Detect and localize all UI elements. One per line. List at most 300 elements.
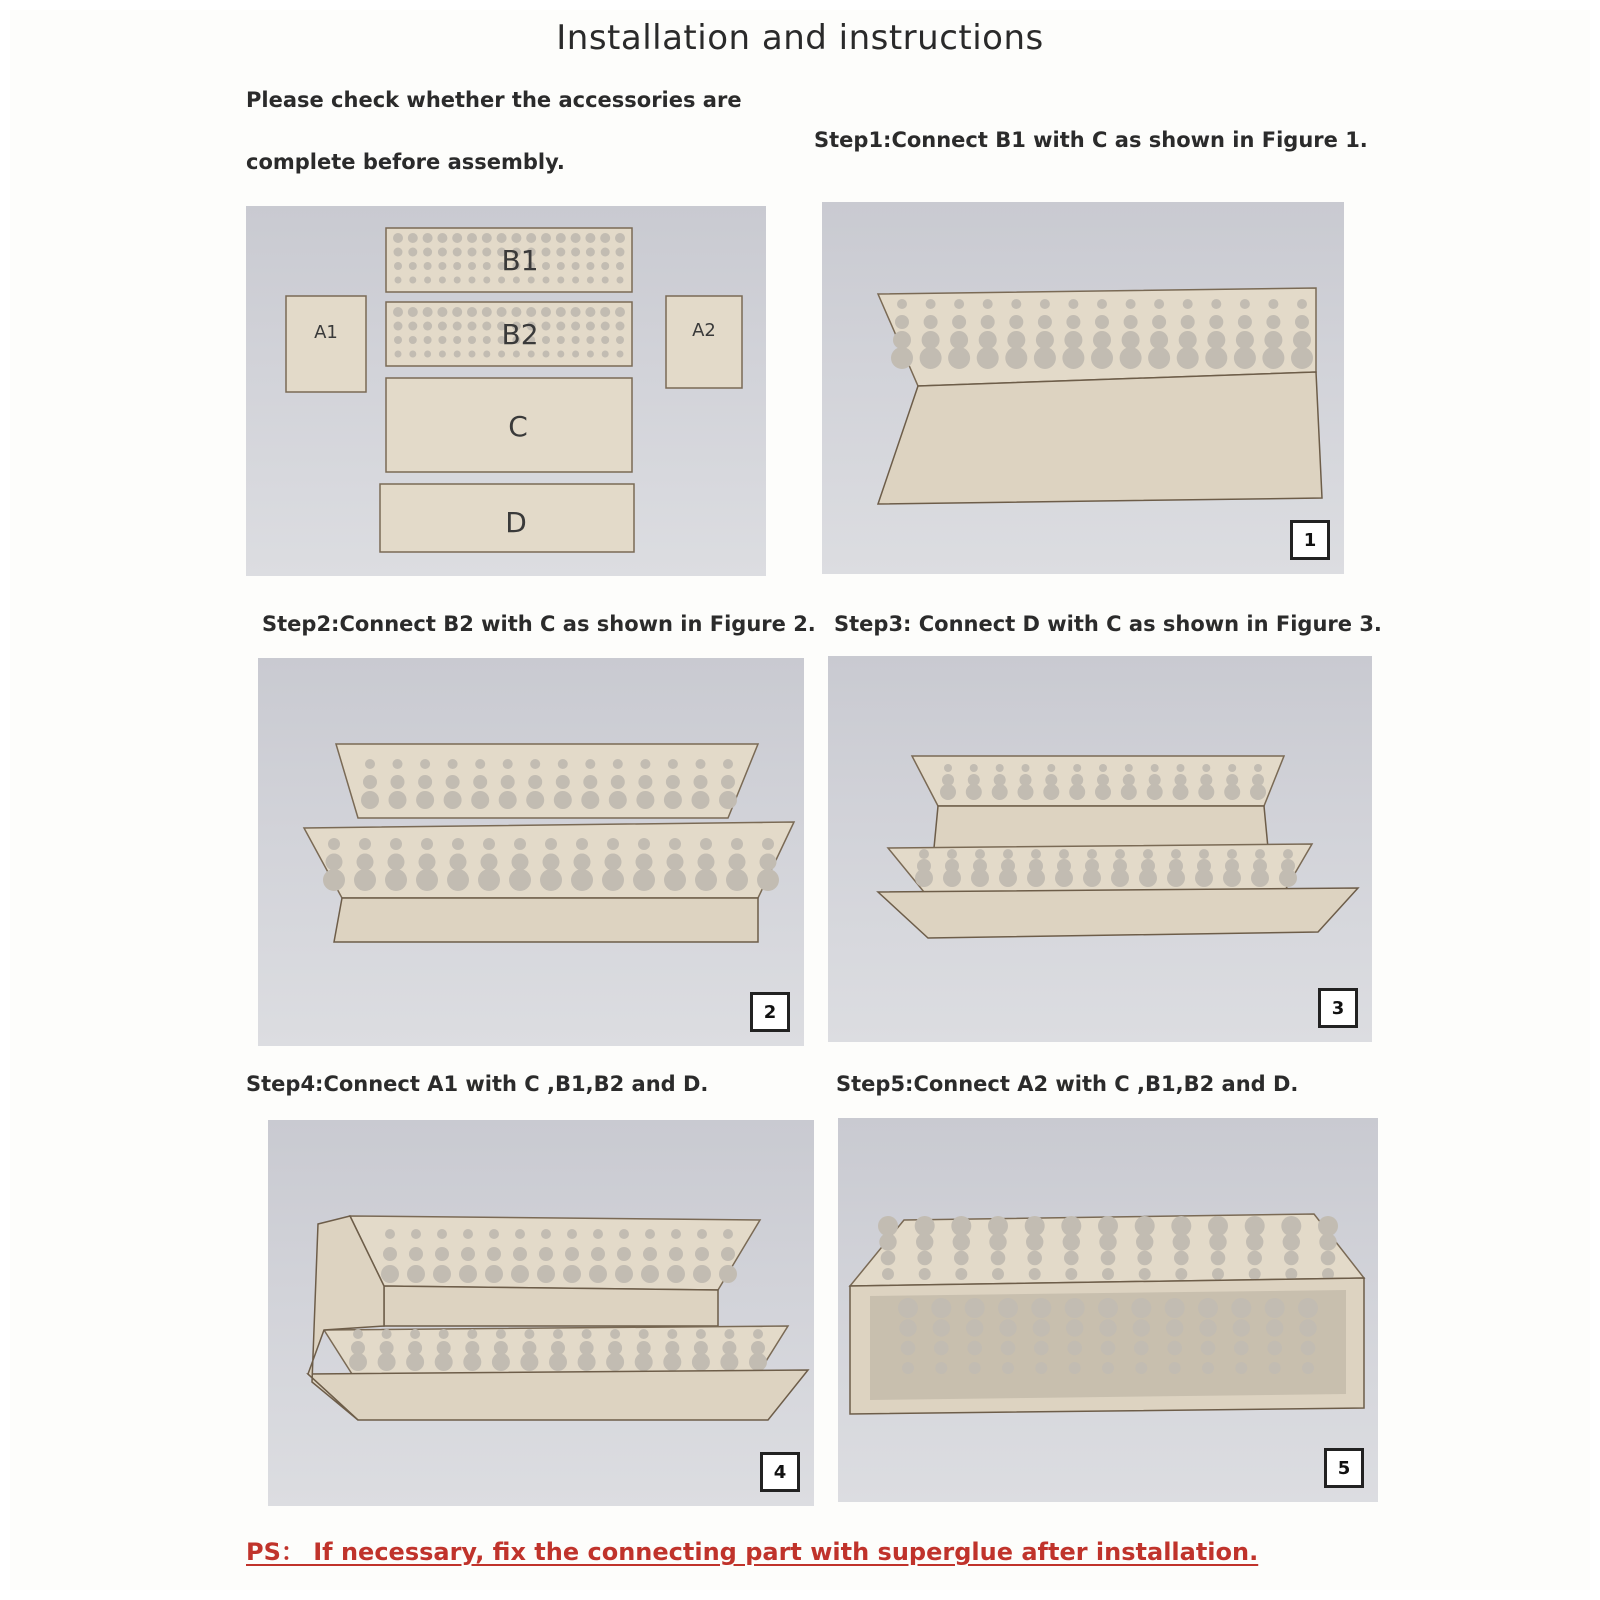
board-hole xyxy=(1026,1233,1043,1250)
step-3-text: Step3: Connect D with C as shown in Figure 3. xyxy=(834,612,1382,636)
board-hole xyxy=(901,1341,916,1356)
board-hole xyxy=(1301,1341,1316,1356)
board-hole xyxy=(467,307,477,317)
board-hole xyxy=(580,1341,594,1355)
board-hole xyxy=(394,262,402,270)
board-hole xyxy=(1252,774,1264,786)
board-hole xyxy=(409,277,416,284)
board-hole xyxy=(543,277,550,284)
board-hole xyxy=(695,1247,709,1261)
board-hole xyxy=(541,307,551,317)
board-hole xyxy=(1181,315,1195,329)
board-hole xyxy=(954,1251,969,1266)
board-hole xyxy=(382,1329,392,1339)
board-hole xyxy=(1165,1298,1185,1318)
board-hole xyxy=(395,351,402,358)
board-hole xyxy=(920,347,942,369)
board-hole xyxy=(1143,849,1153,859)
board-hole xyxy=(1011,299,1021,309)
board-hole xyxy=(511,233,521,243)
board-hole xyxy=(1124,315,1138,329)
board-hole xyxy=(931,1298,951,1318)
board-hole xyxy=(411,1229,421,1239)
board-hole xyxy=(416,869,438,891)
board-hole xyxy=(454,277,461,284)
board-hole xyxy=(1268,299,1278,309)
part-label-a1: A1 xyxy=(314,322,338,343)
board-hole xyxy=(526,307,536,317)
board-hole xyxy=(989,1233,1006,1250)
board-hole xyxy=(469,277,476,284)
board-hole xyxy=(437,307,447,317)
board-hole xyxy=(503,759,513,769)
board-hole xyxy=(719,1265,737,1283)
board-hole xyxy=(664,791,682,809)
board-hole xyxy=(423,307,433,317)
board-hole xyxy=(1121,784,1137,800)
board-hole xyxy=(395,277,402,284)
board-hole xyxy=(438,336,446,344)
board-hole xyxy=(1148,347,1170,369)
board-hole xyxy=(760,854,777,871)
board-hole xyxy=(1238,315,1252,329)
figure-4-c-panel xyxy=(384,1286,718,1326)
board-hole xyxy=(1208,1216,1228,1236)
board-hole xyxy=(665,1341,679,1355)
board-hole xyxy=(571,248,580,257)
board-hole xyxy=(1295,315,1309,329)
board-hole xyxy=(468,336,476,344)
board-hole xyxy=(526,233,536,243)
board-hole xyxy=(409,351,416,358)
board-hole xyxy=(1234,1341,1249,1356)
board-hole xyxy=(617,351,624,358)
board-hole xyxy=(1101,1251,1116,1266)
board-hole xyxy=(553,1329,563,1339)
board-hole xyxy=(1067,1341,1082,1356)
board-hole xyxy=(468,262,476,270)
board-hole xyxy=(953,1233,970,1250)
part-label-b2: B2 xyxy=(501,318,539,351)
board-hole xyxy=(1231,1298,1251,1318)
board-hole xyxy=(696,1329,706,1339)
board-hole xyxy=(1175,1268,1187,1280)
board-hole xyxy=(602,277,609,284)
board-hole xyxy=(498,351,505,358)
board-hole xyxy=(406,1353,424,1371)
board-hole xyxy=(394,248,403,257)
board-hole xyxy=(483,262,491,270)
board-hole xyxy=(492,1353,510,1371)
board-hole xyxy=(1097,299,1107,309)
board-hole xyxy=(586,322,595,331)
board-hole xyxy=(1095,784,1111,800)
board-hole xyxy=(919,849,929,859)
board-hole xyxy=(1135,1362,1147,1374)
board-hole xyxy=(388,854,405,871)
board-hole xyxy=(351,1341,365,1355)
board-hole xyxy=(452,233,462,243)
board-hole xyxy=(489,1229,499,1239)
board-hole xyxy=(615,307,625,317)
board-hole xyxy=(593,1229,603,1239)
board-hole xyxy=(601,336,609,344)
board-hole xyxy=(1233,1319,1250,1336)
board-hole xyxy=(613,759,623,769)
board-hole xyxy=(452,838,464,850)
board-hole xyxy=(475,759,485,769)
board-hole xyxy=(1062,347,1084,369)
board-hole xyxy=(693,1265,711,1283)
board-hole xyxy=(494,1341,508,1355)
board-hole xyxy=(1321,1251,1336,1266)
board-hole xyxy=(587,351,594,358)
part-label-d: D xyxy=(505,506,527,539)
board-hole xyxy=(473,775,487,789)
board-hole xyxy=(615,1265,633,1283)
board-hole xyxy=(408,233,418,243)
board-hole xyxy=(433,1265,451,1283)
figure-4-number: 4 xyxy=(760,1452,800,1492)
board-hole xyxy=(1034,347,1056,369)
board-hole xyxy=(970,764,978,772)
board-hole xyxy=(695,869,717,891)
board-hole xyxy=(565,1247,579,1261)
board-hole xyxy=(898,1298,918,1318)
board-hole xyxy=(1199,849,1209,859)
board-hole xyxy=(992,784,1008,800)
board-hole xyxy=(556,307,566,317)
board-hole xyxy=(950,331,968,349)
board-hole xyxy=(453,262,461,270)
board-hole xyxy=(542,262,550,270)
board-hole xyxy=(483,351,490,358)
board-hole xyxy=(1059,849,1069,859)
board-hole xyxy=(1202,764,1210,772)
board-hole xyxy=(439,351,446,358)
board-hole xyxy=(468,322,477,331)
board-hole xyxy=(692,1353,710,1371)
board-hole xyxy=(965,1298,985,1318)
board-hole xyxy=(391,775,405,789)
board-hole xyxy=(639,1329,649,1339)
board-hole xyxy=(721,775,735,789)
board-hole xyxy=(1202,1362,1214,1374)
board-hole xyxy=(954,299,964,309)
board-hole xyxy=(945,859,959,873)
board-hole xyxy=(966,784,982,800)
board-hole xyxy=(1020,774,1032,786)
board-hole xyxy=(731,838,743,850)
board-hole xyxy=(1234,347,1256,369)
board-hole xyxy=(1047,764,1055,772)
board-hole xyxy=(1137,1251,1152,1266)
board-hole xyxy=(354,869,376,891)
board-hole xyxy=(1125,764,1133,772)
board-hole xyxy=(723,1229,733,1239)
board-hole xyxy=(1001,1341,1016,1356)
board-hole xyxy=(328,838,340,850)
board-hole xyxy=(994,774,1006,786)
board-hole xyxy=(1209,1233,1226,1250)
board-hole xyxy=(952,315,966,329)
board-hole xyxy=(983,299,993,309)
board-hole xyxy=(1033,1319,1050,1336)
board-hole xyxy=(694,775,708,789)
board-hole xyxy=(1236,331,1254,349)
board-hole xyxy=(915,1216,935,1236)
board-hole xyxy=(1029,859,1043,873)
figure-3-d-panel xyxy=(878,888,1358,938)
board-hole xyxy=(545,838,557,850)
board-hole xyxy=(969,1362,981,1374)
board-hole xyxy=(893,331,911,349)
board-hole xyxy=(611,775,625,789)
board-hole xyxy=(692,791,710,809)
board-hole xyxy=(407,1265,425,1283)
board-hole xyxy=(578,1353,596,1371)
board-hole xyxy=(409,336,417,344)
board-hole xyxy=(408,322,417,331)
figure-2-number: 2 xyxy=(750,992,790,1032)
board-hole xyxy=(636,854,653,871)
board-hole xyxy=(1209,315,1223,329)
board-hole xyxy=(482,322,491,331)
board-hole xyxy=(393,233,403,243)
board-hole xyxy=(973,859,987,873)
board-hole xyxy=(363,775,377,789)
board-hole xyxy=(1126,299,1136,309)
board-hole xyxy=(1151,764,1159,772)
board-hole xyxy=(586,262,594,270)
board-hole xyxy=(1212,1268,1224,1280)
board-hole xyxy=(1025,1216,1045,1236)
board-hole xyxy=(326,854,343,871)
board-hole xyxy=(891,347,913,369)
board-hole xyxy=(988,1216,1008,1236)
board-hole xyxy=(424,262,432,270)
board-hole xyxy=(576,838,588,850)
board-hole xyxy=(501,775,515,789)
board-hole xyxy=(668,759,678,769)
board-hole xyxy=(390,838,402,850)
board-hole xyxy=(361,791,379,809)
figure-3-number: 3 xyxy=(1318,988,1358,1028)
board-hole xyxy=(723,759,733,769)
board-hole xyxy=(543,854,560,871)
board-hole xyxy=(1197,859,1211,873)
intro-line-1: Please check whether the accessories are xyxy=(246,88,742,112)
board-hole xyxy=(1009,315,1023,329)
board-hole xyxy=(667,1265,685,1283)
board-hole xyxy=(587,277,594,284)
board-hole xyxy=(394,336,402,344)
board-hole xyxy=(605,854,622,871)
board-hole xyxy=(1133,1319,1150,1336)
board-hole xyxy=(641,1265,659,1283)
board-hole xyxy=(421,838,433,850)
figure-5-photo xyxy=(838,1118,1378,1502)
board-hole xyxy=(916,1233,933,1250)
board-hole xyxy=(1247,1251,1262,1266)
board-hole xyxy=(381,1265,399,1283)
figure-5-number: 5 xyxy=(1324,1448,1364,1488)
board-hole xyxy=(753,1329,763,1339)
board-hole xyxy=(468,248,477,257)
board-hole xyxy=(1250,784,1266,800)
board-hole xyxy=(424,336,432,344)
board-hole xyxy=(1240,299,1250,309)
board-hole xyxy=(1228,764,1236,772)
board-hole xyxy=(1255,849,1265,859)
board-hole xyxy=(1141,859,1155,873)
board-hole xyxy=(557,262,565,270)
board-hole xyxy=(453,322,462,331)
board-hole xyxy=(696,759,706,769)
board-hole xyxy=(948,347,970,369)
board-hole xyxy=(1095,315,1109,329)
board-hole xyxy=(1235,1362,1247,1374)
board-hole xyxy=(1226,774,1238,786)
board-hole xyxy=(1169,859,1183,873)
part-label-c: C xyxy=(508,410,528,443)
board-hole xyxy=(600,233,610,243)
board-hole xyxy=(917,1251,932,1266)
board-hole xyxy=(556,322,565,331)
board-hole xyxy=(602,351,609,358)
board-hole xyxy=(416,791,434,809)
parts-illustration xyxy=(246,206,766,576)
board-hole xyxy=(591,1247,605,1261)
board-hole xyxy=(1001,859,1015,873)
board-hole xyxy=(549,1353,567,1371)
board-hole xyxy=(1299,1319,1316,1336)
board-hole xyxy=(1120,347,1142,369)
board-hole xyxy=(481,854,498,871)
part-label-a2: A2 xyxy=(692,320,716,341)
board-hole xyxy=(514,838,526,850)
board-hole xyxy=(951,1216,971,1236)
board-hole xyxy=(1064,1251,1079,1266)
board-hole xyxy=(1298,1298,1318,1318)
board-hole xyxy=(1018,784,1034,800)
board-hole xyxy=(1253,859,1267,873)
board-hole xyxy=(357,854,374,871)
board-hole xyxy=(607,838,619,850)
board-hole xyxy=(619,1229,629,1239)
board-hole xyxy=(975,849,985,859)
board-hole xyxy=(1166,1319,1183,1336)
board-hole xyxy=(582,1329,592,1339)
board-hole xyxy=(1177,764,1185,772)
board-hole xyxy=(1007,331,1025,349)
board-hole xyxy=(437,1341,451,1355)
board-hole xyxy=(1063,1233,1080,1250)
board-hole xyxy=(1211,1251,1226,1266)
board-hole xyxy=(1198,1298,1218,1318)
board-hole xyxy=(447,869,469,891)
board-hole xyxy=(1297,299,1307,309)
board-hole xyxy=(1002,1362,1014,1374)
board-hole xyxy=(438,322,447,331)
board-hole xyxy=(542,322,551,331)
board-hole xyxy=(926,299,936,309)
board-hole xyxy=(418,775,432,789)
board-hole xyxy=(749,1353,767,1371)
board-hole xyxy=(1068,299,1078,309)
board-hole xyxy=(1291,347,1313,369)
board-hole xyxy=(601,248,610,257)
board-hole xyxy=(1022,764,1030,772)
board-hole xyxy=(463,1229,473,1239)
step-4-text: Step4:Connect A1 with C ,B1,B2 and D. xyxy=(246,1072,709,1096)
board-hole xyxy=(1281,859,1295,873)
board-hole xyxy=(882,1268,894,1280)
board-hole xyxy=(359,838,371,850)
board-hole xyxy=(924,315,938,329)
board-hole xyxy=(934,1341,949,1356)
board-hole xyxy=(1179,331,1197,349)
board-hole xyxy=(981,315,995,329)
board-hole xyxy=(424,277,431,284)
board-hole xyxy=(608,1341,622,1355)
board-hole xyxy=(581,791,599,809)
board-hole xyxy=(1134,1341,1149,1356)
board-hole xyxy=(633,869,655,891)
board-hole xyxy=(469,351,476,358)
figure-3-c-panel xyxy=(934,806,1268,848)
board-hole xyxy=(1173,1233,1190,1250)
figure-2-c-panel xyxy=(334,898,758,942)
board-hole xyxy=(666,775,680,789)
board-hole xyxy=(537,1265,555,1283)
board-hole xyxy=(385,1229,395,1239)
board-hole xyxy=(606,1353,624,1371)
board-hole xyxy=(423,322,432,331)
board-hole xyxy=(572,336,580,344)
board-hole xyxy=(1136,1233,1153,1250)
board-hole xyxy=(1115,849,1125,859)
board-hole xyxy=(571,322,580,331)
board-hole xyxy=(1169,1362,1181,1374)
board-hole xyxy=(1293,331,1311,349)
board-hole xyxy=(448,759,458,769)
step-2-text: Step2:Connect B2 with C as shown in Figure 2. xyxy=(262,612,816,636)
board-hole xyxy=(1152,315,1166,329)
board-hole xyxy=(522,1341,536,1355)
board-hole xyxy=(1093,331,1111,349)
step-5-text: Step5:Connect A2 with C ,B1,B2 and D. xyxy=(836,1072,1299,1096)
board-hole xyxy=(483,336,491,344)
board-hole xyxy=(541,233,551,243)
board-hole xyxy=(496,1329,506,1339)
figure-2-photo xyxy=(258,658,804,1046)
board-hole xyxy=(726,869,748,891)
board-hole xyxy=(991,1251,1006,1266)
board-hole xyxy=(557,277,564,284)
board-hole xyxy=(1065,1268,1077,1280)
board-hole xyxy=(638,838,650,850)
board-hole xyxy=(966,1319,983,1336)
board-hole xyxy=(558,759,568,769)
board-hole xyxy=(444,791,462,809)
board-hole xyxy=(585,307,595,317)
board-hole xyxy=(1302,1362,1314,1374)
board-hole xyxy=(1269,1362,1281,1374)
board-hole xyxy=(933,1319,950,1336)
board-hole xyxy=(729,854,746,871)
board-hole xyxy=(1043,784,1059,800)
